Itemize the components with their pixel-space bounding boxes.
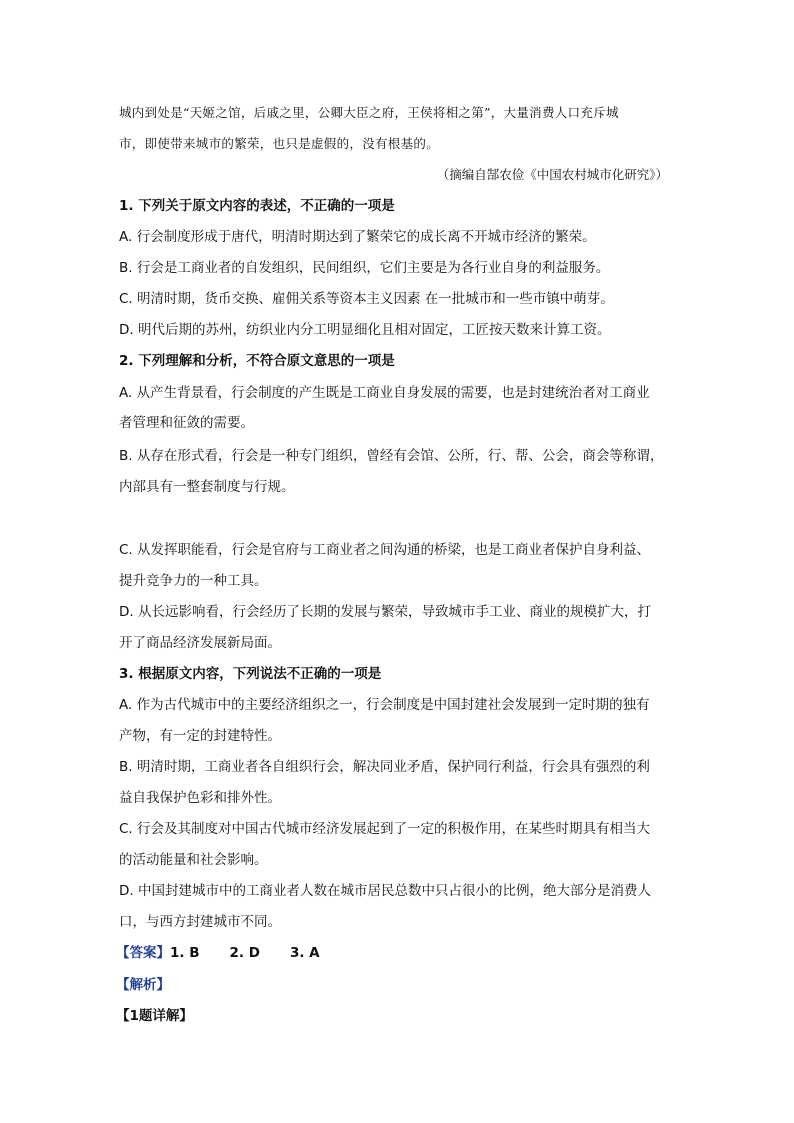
question-3-option-b-line-2: 益自我保护色彩和排外性。 <box>119 790 281 806</box>
answer-1: 1. B <box>170 945 200 961</box>
question-3-option-a-line-2: 产物，有一定的封建特性。 <box>119 728 281 744</box>
question-2-option-a-line-1: A. 从产生背景看，行会制度的产生既是工商业自身发展的需要，也是封建统治者对工商业 <box>119 385 650 401</box>
passage-line-1: 城内到处是“天姬之馆，后戚之里，公卿大臣之府，王侯将相之第”，大量消费人口充斥城 <box>119 105 619 120</box>
question-3-option-c-line-2: 的活动能量和社会影响。 <box>119 852 268 868</box>
question-2-option-d-line-1: D. 从长远影响看，行会经历了长期的发展与繁荣，导致城市手工业、商业的规模扩大，打 <box>119 604 651 620</box>
passage-line-2: 市，即使带来城市的繁荣，也只是虚假的，没有根基的。 <box>119 136 440 151</box>
source-citation: （摘编自郜农俭《中国农村城市化研究》） <box>436 167 668 182</box>
question-1-option-a: A. 行会制度形成于唐代，明清时期达到了繁荣它的成长离不开城市经济的繁荣。 <box>119 229 596 245</box>
question-2-option-d-line-2: 开了商品经济发展新局面。 <box>119 635 281 651</box>
question-3-stem: 3. 根据原文内容，下列说法不正确的一项是 <box>119 666 382 682</box>
question-2-option-b-line-2: 内部具有一整套制度与行规。 <box>119 479 295 495</box>
question-2-option-b-line-1: B. 从存在形式看，行会是一种专门组织，曾经有会馆、公所，行、帮、公会，商会等称谓， <box>119 448 664 464</box>
question-2-option-a-line-2: 者管理和征敛的需要。 <box>119 415 254 431</box>
question-3-option-b-line-1: B. 明清时期，工商业者各自组织行会，解决同业矛盾，保护同行利益，行会具有强烈的利 <box>119 759 650 775</box>
answer-2: 2. D <box>229 945 260 961</box>
analysis-label: 【解析】 <box>116 977 170 993</box>
question-2-option-c-line-1: C. 从发挥职能看，行会是官府与工商业者之间沟通的桥梁，也是工商业者保护自身利益、 <box>119 542 651 558</box>
question-1-option-c: C. 明清时期，货币交换、雇佣关系等资本主义因素 在一批城市和一些市镇中萌芽。 <box>119 291 614 307</box>
question-3-option-c-line-1: C. 行会及其制度对中国古代城市经济发展起到了一定的积极作用，在某些时期具有相当大 <box>119 821 651 837</box>
detail-label: 【1题详解】 <box>116 1008 193 1024</box>
question-3-option-d-line-1: D. 中国封建城市中的工商业者人数在城市居民总数中只占很小的比例，绝大部分是消费人 <box>119 883 651 899</box>
question-1-stem: 1. 下列关于原文内容的表述，不正确的一项是 <box>119 198 395 214</box>
answer-label: 【答案】 <box>116 945 170 961</box>
answer-3: 3. A <box>289 945 320 961</box>
question-2-option-c-line-2: 提升竞争力的一种工具。 <box>119 573 268 589</box>
question-1-option-d: D. 明代后期的苏州，纺织业内分工明显细化且相对固定，工匠按天数来计算工资。 <box>119 322 611 338</box>
question-1-option-b: B. 行会是工商业者的自发组织，民间组织，它们主要是为各行业自身的利益服务。 <box>119 260 610 276</box>
question-2-stem: 2. 下列理解和分析，不符合原文意思的一项是 <box>119 353 395 369</box>
question-3-option-d-line-2: 口，与西方封建城市不同。 <box>119 914 281 930</box>
question-3-option-a-line-1: A. 作为古代城市中的主要经济组织之一，行会制度是中国封建社会发展到一定时期的独有 <box>119 697 650 713</box>
answer-line <box>116 944 320 962</box>
